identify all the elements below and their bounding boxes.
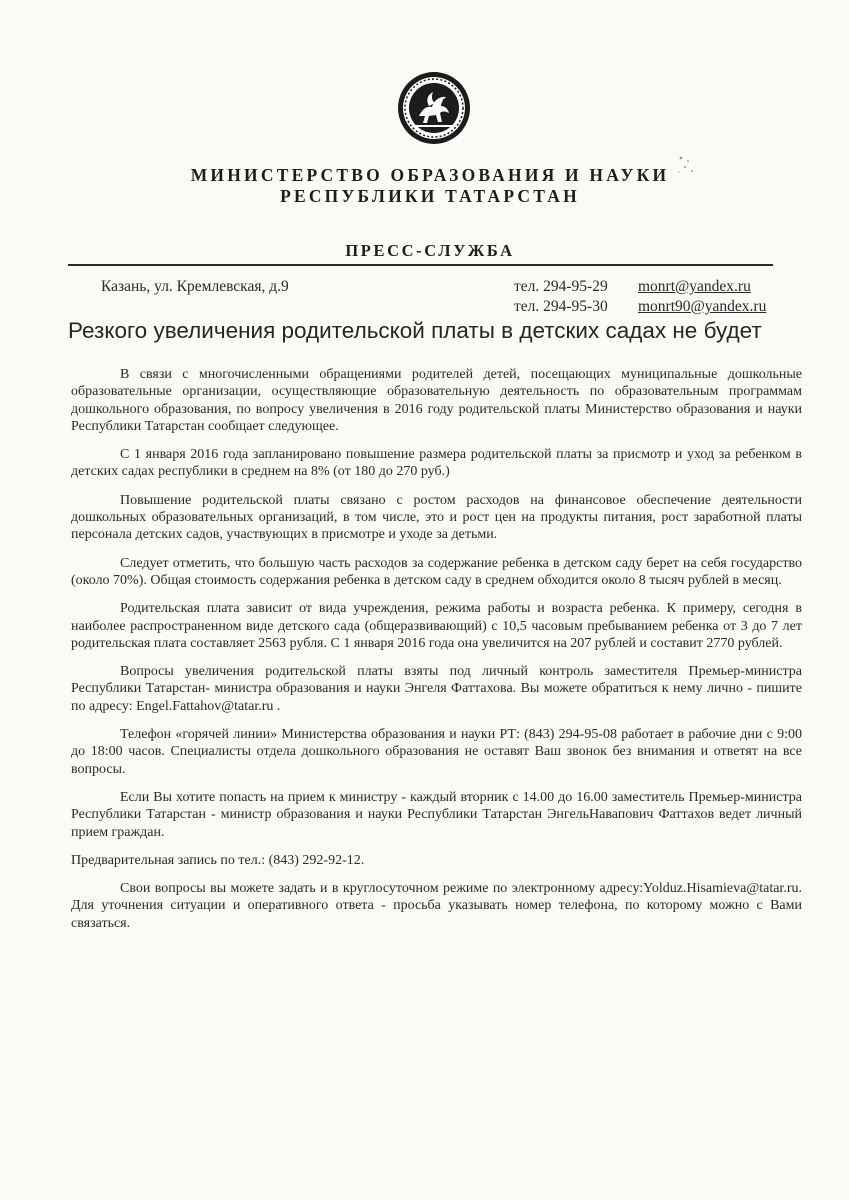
press-service-label: ПРЕСС-СЛУЖБА	[345, 241, 515, 260]
ministry-name-line1: МИНИСТЕРСТВО ОБРАЗОВАНИЯ И НАУКИ	[190, 165, 670, 185]
body-paragraph: С 1 января 2016 года запланировано повышение размера родительской платы за присмотр и уход за ребенком в детских садах республики в среднем на 8% (от 180 до 270 руб.)	[71, 447, 802, 480]
article-title: Резкого увеличения родительской платы в детских садах не будет	[68, 318, 762, 343]
phone-number: тел. 294-95-29	[514, 278, 608, 295]
body-paragraph: Если Вы хотите попасть на прием к министру - каждый вторник с 14.00 до 16.00 заместитель Премьер-министра Республики Татарстан - министр образования и науки Республики Татарстан ЭнгельНавапович Фаттахов ведет личный прием граждан.	[71, 789, 802, 840]
ministry-name-line2: РЕСПУБЛИКИ ТАТАРСТАН	[280, 186, 580, 206]
email-link[interactable]: monrt90@yandex.ru	[638, 298, 767, 315]
body-paragraph: Свои вопросы вы можете задать и в круглосуточном режиме по электронному адресу:Yolduz.Hisamieva@tatar.ru. Для уточнения ситуации и оперативного ответа - просьба указывать номер телефона, по которому можно с Вами связаться.	[71, 881, 802, 931]
ministry-name	[100, 165, 760, 207]
article-body	[71, 366, 802, 943]
body-paragraph: Родительская плата зависит от вида учреждения, режима работы и возраста ребенка. К примеру, сегодня в наиболее распространенном виде детского сада (общеразвивающий) с 10,5 часовым пребыванием ребенка от 3 до 7 лет родительская плата составляет 2563 рубля. С 1 января 2016 года она увеличится на 207 рублей и составит 2770 рублей.	[71, 601, 802, 651]
contact-row	[514, 277, 766, 297]
phone-number: тел. 294-95-30	[514, 298, 608, 315]
body-paragraph: В связи с многочисленными обращениями родителей детей, посещающих муниципальные дошкольные образовательные организации, осуществляющие образовательную деятельность по образовательным программам дошкольного образования, по вопросу увеличения в 2016 году родительской платы Министерство образования и науки Республики Татарстан сообщает следующее.	[71, 367, 802, 434]
body-paragraph: Вопросы увеличения родительской платы взяты под личный контроль заместителя Премьер-министра Республики Татарстан- министра образования и науки Энгеля Фаттахова. Вы можете обратиться к нему лично - пишите по адресу: Engel.Fattahov@tatar.ru .	[71, 664, 802, 714]
email-link[interactable]: monrt@yandex.ru	[638, 278, 751, 295]
body-paragraph: Повышение родительской платы связано с ростом расходов на финансовое обеспечение деятельности дошкольных образовательных организаций, в том числе, это и рост цен на продукты питания, рост заработной платы персонала детских садов, участвующих в присмотре и уходе за детьми.	[71, 492, 802, 543]
body-paragraph: Следует отметить, что большую часть расходов за содержание ребенка в детском саду берет на себя государство (около 70%). Общая стоимость содержания ребенка в детском саду в среднем обходится около 8 тысяч рублей в месяц.	[71, 555, 802, 588]
header-divider	[68, 264, 773, 266]
contact-block	[514, 277, 766, 317]
body-paragraph: Телефон «горячей линии» Министерства образования и науки РТ: (843) 294-95-08 работает в рабочие дни с 9:00 до 18:00 часов. Специалисты отдела дошкольного образования не оставят Ваш звонок без внимания и ответят на все вопросы.	[71, 727, 802, 777]
body-paragraph: Предварительная запись по тел.: (843) 292-92-12.	[71, 852, 365, 868]
coat-of-arms-emblem	[396, 70, 472, 146]
contact-row	[514, 297, 766, 317]
office-address: Казань, ул. Кремлевская, д.9	[101, 278, 289, 295]
